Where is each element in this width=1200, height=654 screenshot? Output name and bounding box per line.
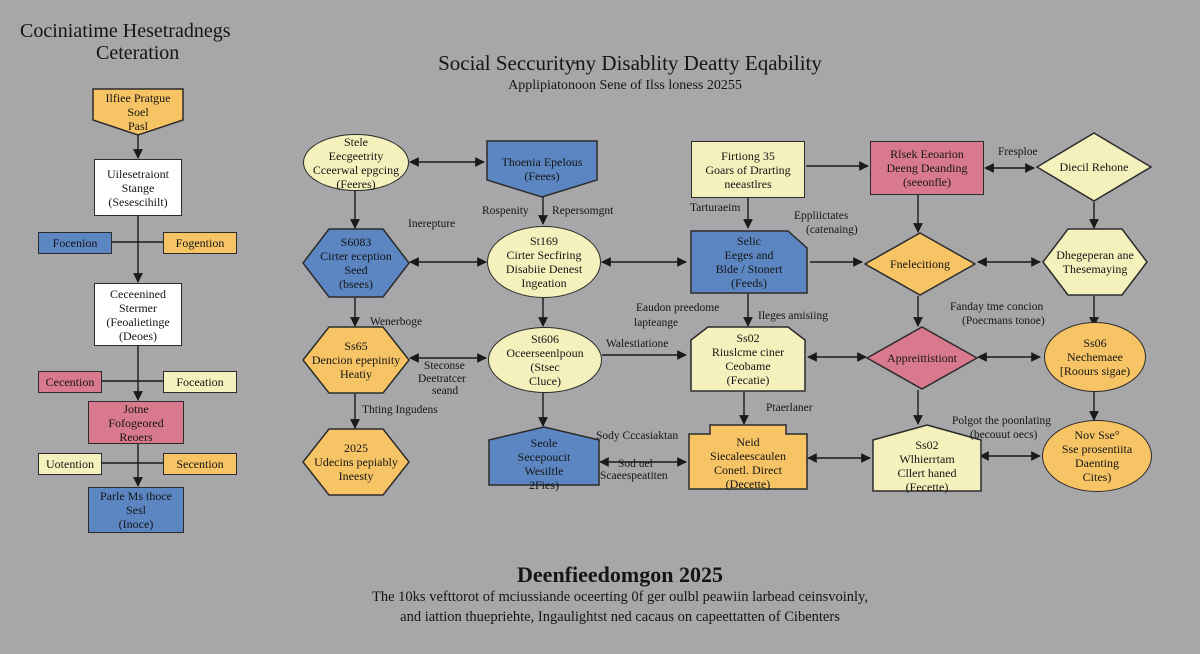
edge-label: Scaeespeatiten (600, 470, 668, 482)
node-text: Cceerwal epgcing (312, 162, 400, 177)
footer-title: Deenfieedomgon 2025 (517, 562, 723, 587)
node-text: (Deoes) (119, 328, 157, 343)
node-20 (1042, 420, 1152, 492)
node-text: Ss65 (344, 339, 368, 353)
node-text: Cirter Secfiring (506, 248, 582, 262)
node-text: (Fecette) (905, 480, 949, 494)
edge-label: seand (432, 385, 459, 397)
edge-label: (becouut oecs) (970, 429, 1038, 441)
node-8 (690, 230, 808, 294)
left-box-5 (88, 487, 184, 533)
node-text: Wesiltle (524, 464, 564, 478)
left-box-3 (94, 283, 182, 346)
node-text: Pasl (127, 119, 148, 133)
right-side-box-1: Fogention (163, 232, 237, 254)
node-text: Sse prosentiita (1061, 442, 1133, 456)
footer-line-2: and iattion thuepriehte, Ingaulightst ned cacaus on capeettatten of Cibenters (400, 609, 840, 625)
node-text: [Roours sigae) (1059, 364, 1131, 378)
left-side-box-3: Uotention (38, 453, 102, 475)
edge-label: Thting Ingudens (362, 404, 438, 416)
edge-label: Repersomgnt (552, 205, 614, 217)
node-text: Cluce) (529, 374, 561, 388)
node-text: Ss02 (736, 331, 760, 345)
node-text: Jotne (123, 401, 149, 416)
node-17 (488, 426, 600, 492)
node-text: Siecaleescaulen (710, 449, 786, 463)
node-text: Daenting (1075, 456, 1119, 470)
node-text: (Fecatie) (726, 373, 770, 387)
node-text: St169 (529, 234, 558, 248)
node-text: S6083 (340, 235, 372, 249)
node-19 (872, 424, 982, 492)
node-text: Rlsek Eeoarion (890, 147, 964, 161)
node-text: Secepoucit (517, 450, 571, 464)
edge-label: Polgot the poonlating (952, 415, 1052, 427)
edge-label: Ileges amisiing (758, 310, 828, 322)
node-text: (Sesescihilt) (108, 194, 168, 209)
node-text: (Inoce) (118, 517, 154, 531)
node-text: Ineesty (338, 469, 374, 483)
left-box-4 (88, 401, 184, 444)
node-text: Thoenia Epelous (501, 155, 583, 169)
node-text: St606 (530, 332, 559, 346)
node-text: Eecgeetrity (328, 148, 384, 163)
node-text: 2Fies) (529, 478, 559, 492)
node-text: Stermer (119, 300, 157, 315)
diagram-title: Social Seccurity̵ny Disablity Deatty Eqability (438, 51, 822, 75)
node-text: Ceceenined (110, 286, 166, 301)
node-text: Diecil Rehone (1059, 160, 1129, 174)
node-16 (302, 428, 410, 496)
node-text: Reoers (119, 429, 153, 444)
left-side-box-2: Cecention (38, 371, 102, 393)
node-text: Blde / Stonert (715, 262, 783, 276)
node-text: (Feees) (524, 169, 560, 183)
edge-label: Steconse (424, 360, 465, 372)
edge-label: (catenaing) (806, 224, 858, 236)
edge-label: (Poecmans tonoe) (962, 315, 1045, 327)
edge-label: Wenerboge (370, 316, 423, 328)
node-text: Neid (736, 435, 760, 449)
edge-label: Sody Cccasiaktan (596, 430, 679, 442)
node-text: (seeonfle) (903, 175, 951, 189)
edge-label: Tarturaeim (690, 202, 741, 214)
node-15 (1044, 322, 1146, 392)
node-text: Ilfiee Pratgue (105, 91, 171, 105)
node-text: (Feeds) (731, 276, 767, 290)
right-side-box-3: Secention (163, 453, 237, 475)
node-12 (488, 327, 602, 393)
node-5 (1036, 132, 1152, 202)
node-text: neeastlres (724, 176, 772, 191)
node-text: Seole (530, 436, 558, 450)
node-text: Uilesetraiont (107, 166, 169, 181)
right-side-box-2: Foceation (163, 371, 237, 393)
node-text: Dencion epepinity (311, 353, 401, 367)
node-text: Udecins pepiably (314, 455, 398, 469)
footer-line-1: The 10ks vefttorot of mciussiande oceerting 0f ger oulbl peawiin larbead ceinsvoinly, (372, 589, 868, 605)
node-text: Fofogeored (108, 415, 164, 430)
node-1 (303, 134, 409, 191)
node-text: Oceerseenlpoun (506, 346, 584, 360)
node-text: Ingeation (521, 276, 567, 290)
left-title-line-2: Ceteration (96, 42, 180, 64)
node-text: Riuslcme ciner (711, 345, 785, 359)
node-text: (Feoalietinge (106, 314, 170, 329)
edge-label: Deetratcer (418, 373, 466, 385)
node-6 (302, 228, 410, 298)
node-text: Selic (737, 234, 761, 248)
node-text: 2025 (344, 441, 368, 455)
node-13 (690, 326, 806, 392)
edge-label: Inerepture (408, 218, 456, 230)
node-text: Nechemaee (1067, 350, 1123, 364)
node-18 (688, 424, 808, 490)
node-10 (1042, 228, 1148, 296)
node-text: Goars of Drarting (705, 162, 791, 177)
left-pentagon-start (92, 88, 184, 136)
node-text: Wlhierrtam (899, 452, 955, 466)
node-text: Thesemaying (1062, 262, 1128, 276)
node-text: Heatiy (340, 367, 372, 381)
left-box-2 (94, 159, 182, 216)
edge-label: Fanday tme concion (950, 301, 1044, 313)
node-text: Deeng Deanding (886, 161, 968, 175)
node-text: Ss02 (915, 438, 939, 452)
node-text: Ss06 (1083, 336, 1107, 350)
edge-label: lapteange (634, 317, 679, 329)
left-side-box-1: Focenion (38, 232, 112, 254)
node-text: Cites) (1082, 470, 1112, 484)
edge-label: Walestiatione (606, 338, 669, 350)
node-text: (Feeres) (336, 176, 376, 191)
node-text: Cirter eception (320, 249, 392, 263)
node-text: Dhegeperan ane (1056, 248, 1134, 262)
node-text: Cllert haned (897, 466, 957, 480)
diagram-subtitle: Applipiatonoon Sene of Ilss loness 20255 (508, 78, 742, 93)
node-14 (866, 326, 978, 390)
edge-label: Eaudon preedome (636, 302, 720, 314)
node-3 (691, 141, 805, 198)
left-title-line-1: Cociniatime Hesetradnegs (20, 20, 231, 42)
node-text: Sesl (125, 503, 146, 517)
node-2 (486, 140, 598, 198)
node-text: Stange (121, 180, 155, 195)
edge-label: Fresploe (998, 146, 1038, 158)
node-text: Soel (127, 105, 149, 119)
edge-label: Rospenity (482, 205, 529, 217)
node-text: Disabiie Denest (505, 262, 583, 276)
node-text: Conetl. Direct (714, 463, 782, 477)
edge-label: Ptaerlaner (766, 402, 813, 414)
node-text: Fnelecitiong (890, 257, 950, 271)
edge-label: Sod uel (618, 458, 653, 470)
node-text: Nov Sse° (1074, 428, 1120, 442)
node-text: Parle Ms thoce (100, 489, 172, 503)
node-text: (Decette) (725, 477, 771, 491)
node-9 (864, 232, 976, 296)
node-text: Ceobame (725, 359, 771, 373)
node-text: Stele (344, 134, 368, 149)
node-7 (487, 226, 601, 298)
node-text: Firtiong 35 (721, 148, 775, 163)
node-text: (Stsec (530, 360, 560, 374)
node-text: Appreittistiont (887, 351, 957, 365)
node-text: Seed (344, 263, 368, 277)
node-text: Eeges and (724, 248, 774, 262)
edge-label: Eppliictates (794, 210, 849, 222)
node-text: (bsees) (339, 277, 373, 291)
node-11 (302, 326, 410, 394)
node-4 (870, 141, 984, 195)
